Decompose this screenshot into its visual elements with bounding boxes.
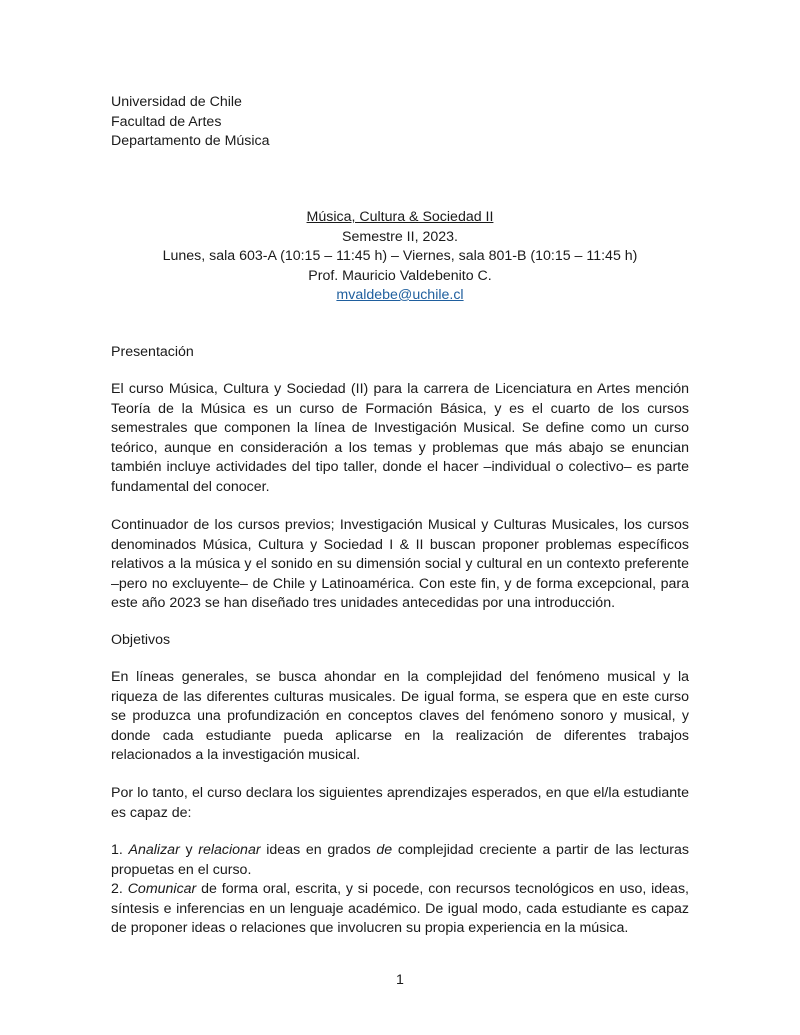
course-schedule: Lunes, sala 603-A (10:15 – 11:45 h) – Viernes, sala 801-B (10:15 – 11:45 h) bbox=[162, 248, 638, 264]
item-verb: Comunicar bbox=[127, 881, 197, 897]
item-number: 2. bbox=[111, 881, 123, 897]
faculty-name: Facultad de Artes bbox=[111, 113, 222, 130]
page-number: 1 bbox=[396, 972, 404, 988]
presentation-paragraph-2: Continuador de los cursos previos; Investigación Musical y Culturas Musicales, los cursos denominados Música, Cultura y Sociedad I & II buscan proponer problemas específicos relativos a la música y el sonido en su dimensión social y cultural en un contexto preferente –pero no excluyente– de Chile y Latinoamérica. Con este fin, y de forma excepcional, para este año 2023 se han diseñado tres unidades antecedidas por una introducción. bbox=[111, 517, 689, 611]
course-title: Música, Cultura & Sociedad II bbox=[306, 209, 494, 225]
item-verb: relacionar bbox=[198, 842, 261, 858]
presentation-heading: Presentación bbox=[111, 344, 194, 360]
course-info bbox=[111, 208, 689, 306]
objectives-paragraph-2: Por lo tanto, el curso declara los siguientes aprendizajes esperados, en que el/la estudiante es capaz de: bbox=[111, 785, 689, 821]
learning-outcomes-list bbox=[111, 841, 689, 939]
item-number: 1. bbox=[111, 842, 123, 858]
objectives-heading: Objetivos bbox=[111, 632, 171, 648]
list-item: 1. Analizar y relacionar ideas en grados de complejidad creciente a partir de las lecturas propuetas en el curso. bbox=[111, 842, 689, 878]
item-verb: Analizar bbox=[128, 842, 180, 858]
professor-email-link[interactable]: mvaldebe@uchile.cl bbox=[336, 287, 464, 303]
course-professor: Prof. Mauricio Valdebenito C. bbox=[308, 267, 492, 284]
list-item: 2. Comunicar de forma oral, escrita, y si pocede, con recursos tecnológicos en uso, ideas, síntesis e inferencias en un lenguaje académico. De igual modo, cada estudiante es capaz de proponer ideas o relaciones que involucren su propia experiencia en la música. bbox=[111, 881, 689, 936]
objectives-paragraph-1: En líneas generales, se busca ahondar en la complejidad del fenómeno musical y la riqueza de las diferentes culturas musicales. De igual forma, se espera que en este curso se produzca una profundización en conceptos claves del fenómeno sonoro y musical, y donde cada estudiante pueda aplicarse en la realización de diferentes trabajos relacionados a la investigación musical. bbox=[111, 669, 689, 763]
course-semester: Semestre II, 2023. bbox=[342, 228, 458, 245]
presentation-paragraph-1: El curso Música, Cultura y Sociedad (II) para la carrera de Licenciatura en Artes mención Teoría de la Música es un curso de Formación Básica, y es el cuarto de los cursos semestrales que componen la línea de Investigación Musical. Se define como un curso teórico, aunque en consideración a los temas y problemas que más abajo se enuncian también incluye actividades del tipo taller, donde el hacer –individual o colectivo– es parte fundamental del conocer. bbox=[111, 381, 689, 495]
institution-header bbox=[111, 93, 689, 152]
institution-name: Universidad de Chile bbox=[111, 94, 242, 110]
department-name: Departamento de Música bbox=[111, 133, 270, 149]
